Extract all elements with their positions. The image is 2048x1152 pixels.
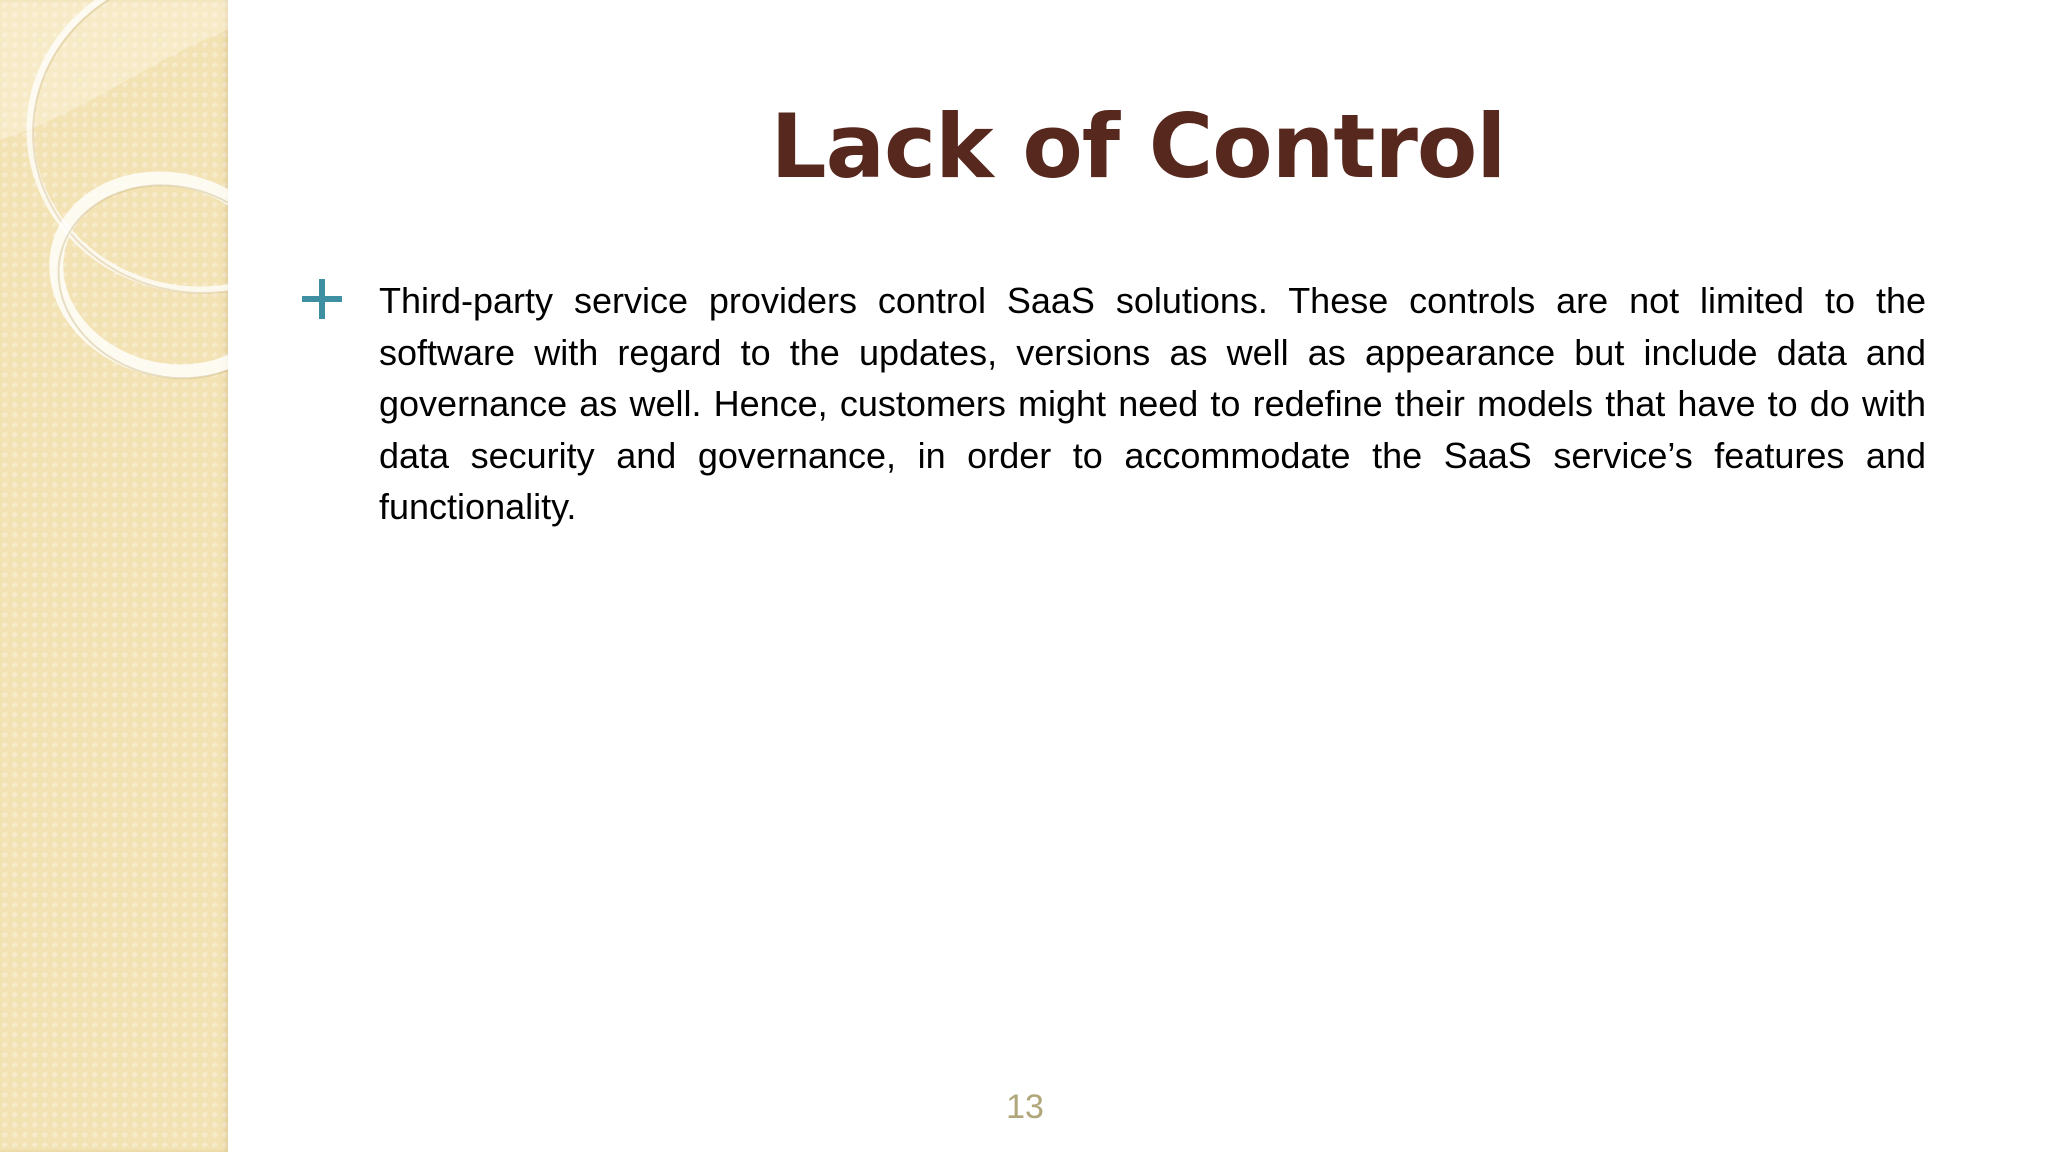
slide-title: Lack of Control — [770, 95, 1506, 198]
plus-icon — [300, 277, 344, 321]
page-number: 13 — [1006, 1088, 1044, 1126]
decorative-sidebar — [0, 0, 228, 1152]
bullet-text: Third-party service providers control SaaS solutions. These controls are not limited to the software with regard to the updates, versions as well as appearance but include data and governance as well. Hence, customers might need to redefine their models that have to do with data security and governance, in order to accommodate the SaaS service’s features and functionality. — [379, 280, 1926, 527]
decorative-rings — [0, 0, 228, 400]
